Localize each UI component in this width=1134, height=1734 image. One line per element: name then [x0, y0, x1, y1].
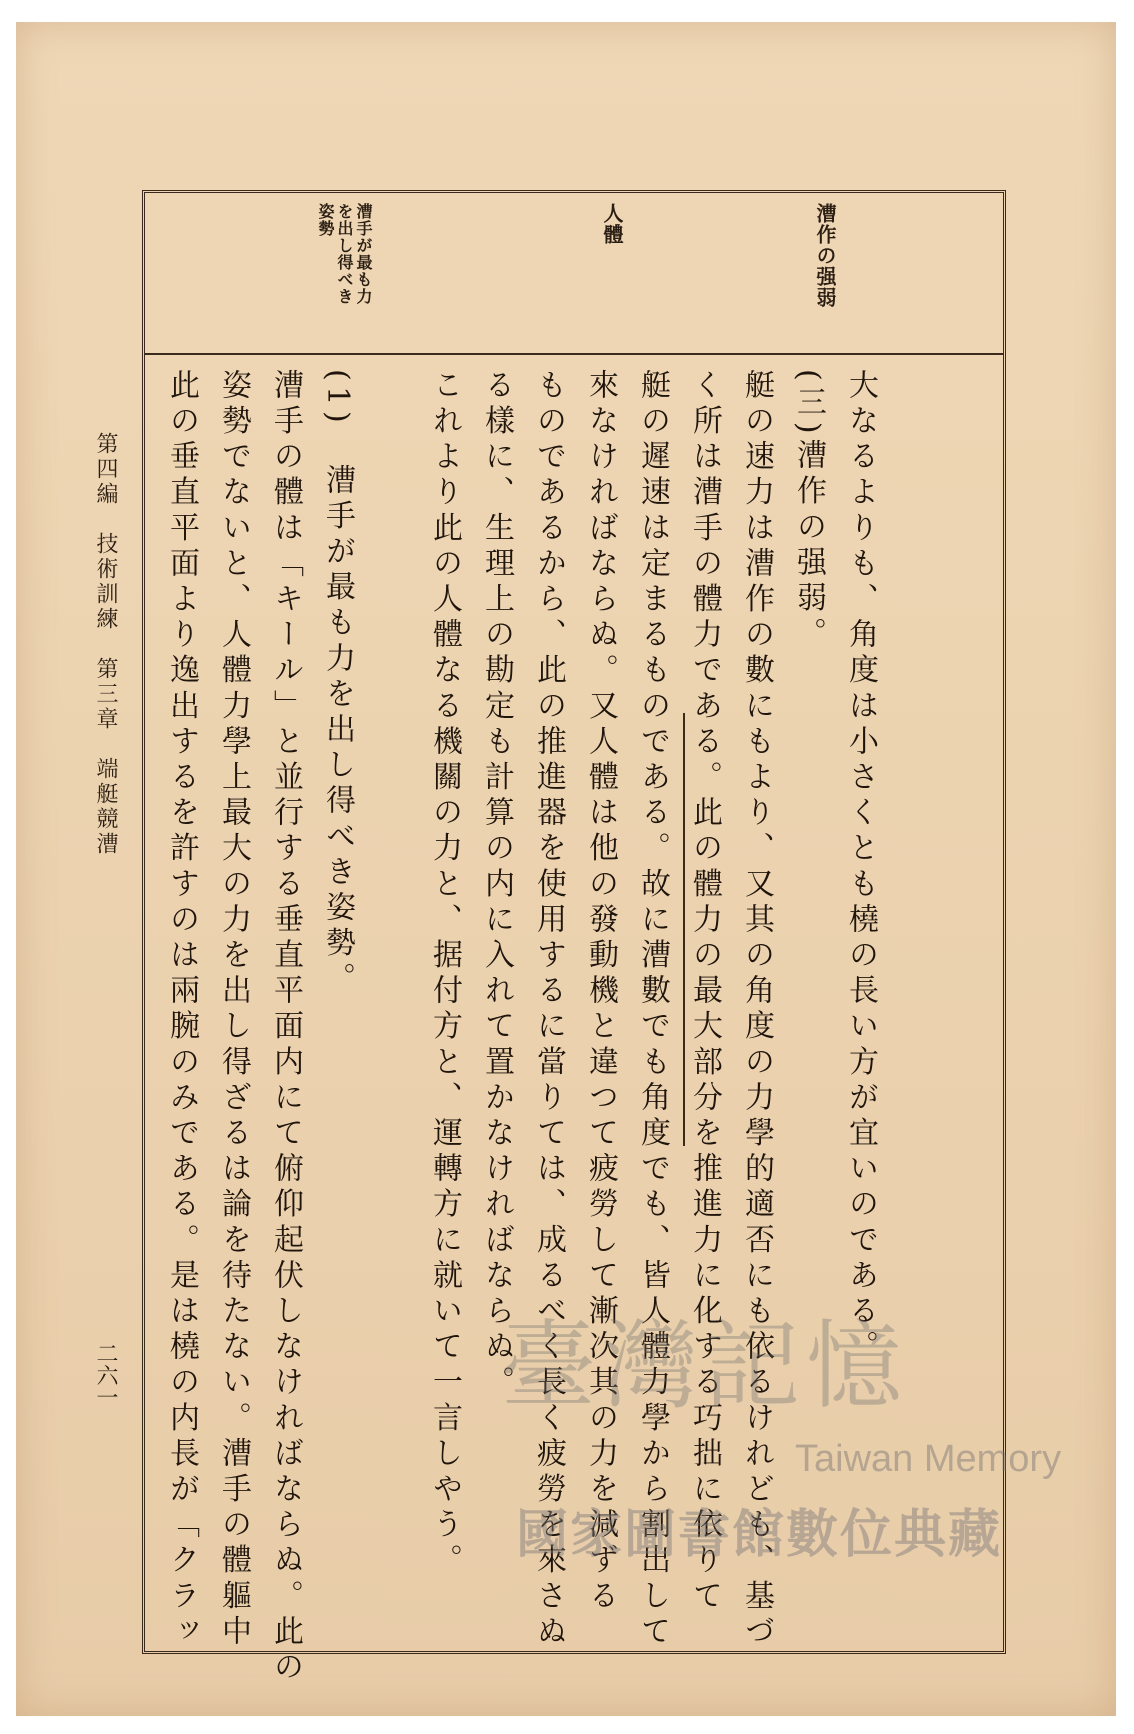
- page-number: 二六一: [93, 1342, 118, 1408]
- body-column-11: 漕手の體は「キール」と並行する垂直平面内にて俯仰起伏しなければならぬ。此の: [268, 369, 303, 1687]
- body-column-4: く所は漕手の體力である。此の體力の最大部分を推進力に化する巧拙に依りて: [687, 369, 722, 1615]
- body-column-7: ものであるから、此の推進器を使用するに當りては、成るべく長く疲勞を來さぬ: [531, 369, 566, 1651]
- header-divider: [145, 353, 1003, 355]
- margin-label-human-body: 人體: [600, 203, 624, 245]
- body-column-13: 此の垂直平面より逸出するを許すのは兩腕のみである。是は橈の内長が「クラッ: [164, 369, 199, 1651]
- body-column-2-section-heading: (三)漕作の强弱。: [791, 369, 826, 653]
- text-frame: [142, 190, 1006, 1687]
- watermark-institution: 國家圖書館數位典藏: [516, 1505, 1003, 1565]
- body-column-5: 艇の遲速は定まるものである。故に漕數でも角度でも、皆人體力學から割出して: [635, 369, 670, 1651]
- body-column-3: 艇の速力は漕作の數にもより、又其の角度の力學的適否にも依るけれども、基づ: [739, 369, 774, 1651]
- body-column-10-subheading: (1) 漕手が最も力を出し得べき姿勢。: [320, 369, 355, 998]
- margin-label-rowing-strength: 漕作の强弱: [813, 203, 837, 308]
- watermark-logo-latin: Taiwan Memory: [795, 1438, 1062, 1480]
- margin-label-posture-2: を出し得べき: [335, 203, 354, 305]
- body-column-9: これより此の人體なる機關の力と、据付方と、運轉方に就いて一言しやう。: [427, 369, 462, 1580]
- body-column-12: 姿勢でないと、人體力學上最大の力を出し得ざるは論を待たない。漕手の體軀中: [216, 369, 251, 1651]
- watermark-logo-chars: 臺灣記憶: [500, 1310, 908, 1422]
- body-column-1: 大なるよりも、角度は小さくとも橈の長い方が宜いのである。: [843, 369, 878, 1366]
- margin-label-posture-3: 姿勢: [316, 203, 335, 237]
- body-column-6: 來なければならぬ。又人體は他の發動機と違つて疲勞して漸次其の力を減ずる: [583, 369, 618, 1615]
- margin-label-posture-1: 漕手が最も力: [354, 203, 373, 305]
- section-divider: [683, 713, 685, 1146]
- body-column-8: る樣に、生理上の勘定も計算の内に入れて置かなければならぬ。: [479, 369, 514, 1402]
- running-head: 第四編 技術訓練 第三章 端艇競漕: [93, 432, 118, 857]
